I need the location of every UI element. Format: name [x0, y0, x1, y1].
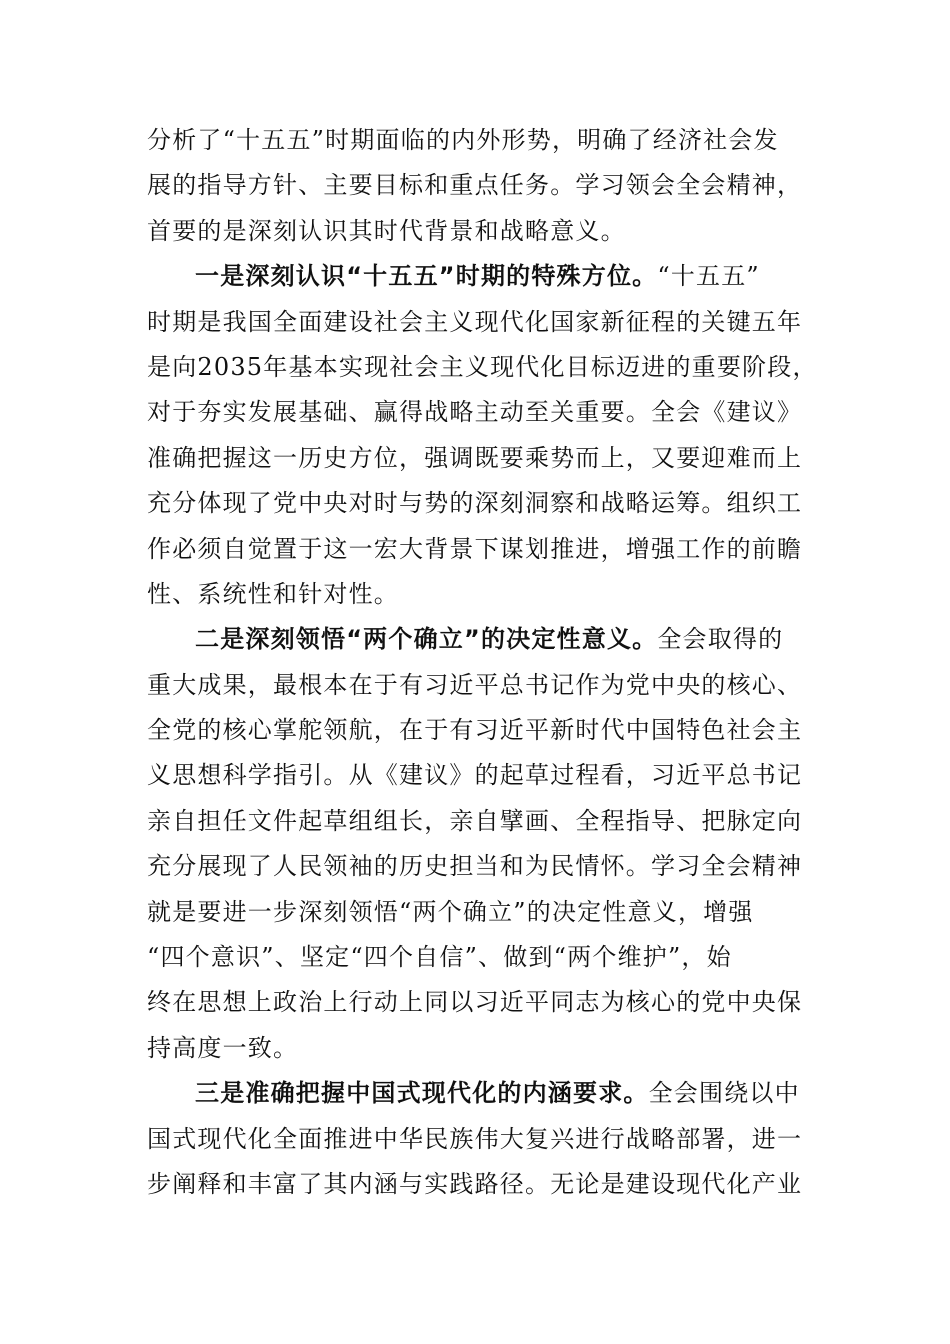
- section-2-heading: 二是深刻领悟“两个确立”的决定性意义。: [195, 625, 658, 654]
- text-line: 步阐释和丰富了其内涵与实践路径。无论是建设现代化产业: [147, 1169, 803, 1198]
- text-line: 全党的核心掌舵领航，在于有习近平新时代中国特色社会主: [147, 716, 803, 745]
- document-body: [147, 118, 823, 1207]
- text-line: 准确把握这一历史方位，强调既要乘势而上，又要迎难而上: [147, 443, 803, 472]
- text-line: 持高度一致。: [147, 1033, 299, 1062]
- text-line: 展的指导方针、主要目标和重点任务。学习领会全会精神，: [147, 171, 803, 200]
- text-line: 对于夯实发展基础、赢得战略主动至关重要。全会《建议》: [147, 398, 803, 427]
- text-line: 作必须自觉置于这一宏大背景下谋划推进，增强工作的前瞻: [147, 534, 803, 563]
- text-line: 时期是我国全面建设社会主义现代化国家新征程的关键五年: [147, 307, 803, 336]
- text-line: 是向2035年基本实现社会主义现代化目标迈进的重要阶段，: [147, 352, 818, 381]
- paragraph-first-line: [147, 617, 823, 662]
- text-line: “四个意识”、坚定“四个自信”、做到“两个维护”，始: [147, 943, 732, 972]
- text-line: 性、系统性和针对性。: [147, 579, 399, 608]
- intro-paragraph: [147, 118, 823, 254]
- text-line: 国式现代化全面推进中华民族伟大复兴进行战略部署，进一: [147, 1124, 803, 1153]
- section-3-heading: 三是准确把握中国式现代化的内涵要求。: [195, 1079, 649, 1108]
- section-1-heading: 一是深刻认识“十五五”时期的特殊方位。: [195, 262, 658, 291]
- text-line: 终在思想上政治上行动上同以习近平同志为核心的党中央保: [147, 988, 803, 1017]
- text-line: 分析了“十五五”时期面临的内外形势，明确了经济社会发: [147, 126, 779, 154]
- text-run: “十五五”: [657, 262, 760, 291]
- section-2-paragraph: [147, 617, 823, 1071]
- text-line: 就是要进一步深刻领悟“两个确立”的决定性意义，增强: [147, 897, 754, 926]
- paragraph-first-line: [147, 1071, 823, 1116]
- text-run: 全会取得的: [657, 625, 784, 654]
- text-line: 重大成果，最根本在于有习近平总书记作为党中央的核心、: [147, 670, 803, 699]
- section-3-paragraph: [147, 1071, 823, 1207]
- text-line: 亲自担任文件起草组组长，亲自擘画、全程指导、把脉定向: [147, 806, 803, 835]
- text-line: 充分体现了党中央对时与势的深刻洞察和战略运筹。组织工: [147, 489, 803, 518]
- paragraph-first-line: [147, 254, 823, 299]
- text-run: 全会围绕以中: [648, 1079, 800, 1108]
- text-line: 义思想科学指引。从《建议》的起草过程看，习近平总书记: [147, 761, 803, 790]
- text-line: 首要的是深刻认识其时代背景和战略意义。: [147, 216, 626, 245]
- text-line: 充分展现了人民领袖的历史担当和为民情怀。学习全会精神: [147, 852, 803, 881]
- section-1-paragraph: [147, 254, 823, 617]
